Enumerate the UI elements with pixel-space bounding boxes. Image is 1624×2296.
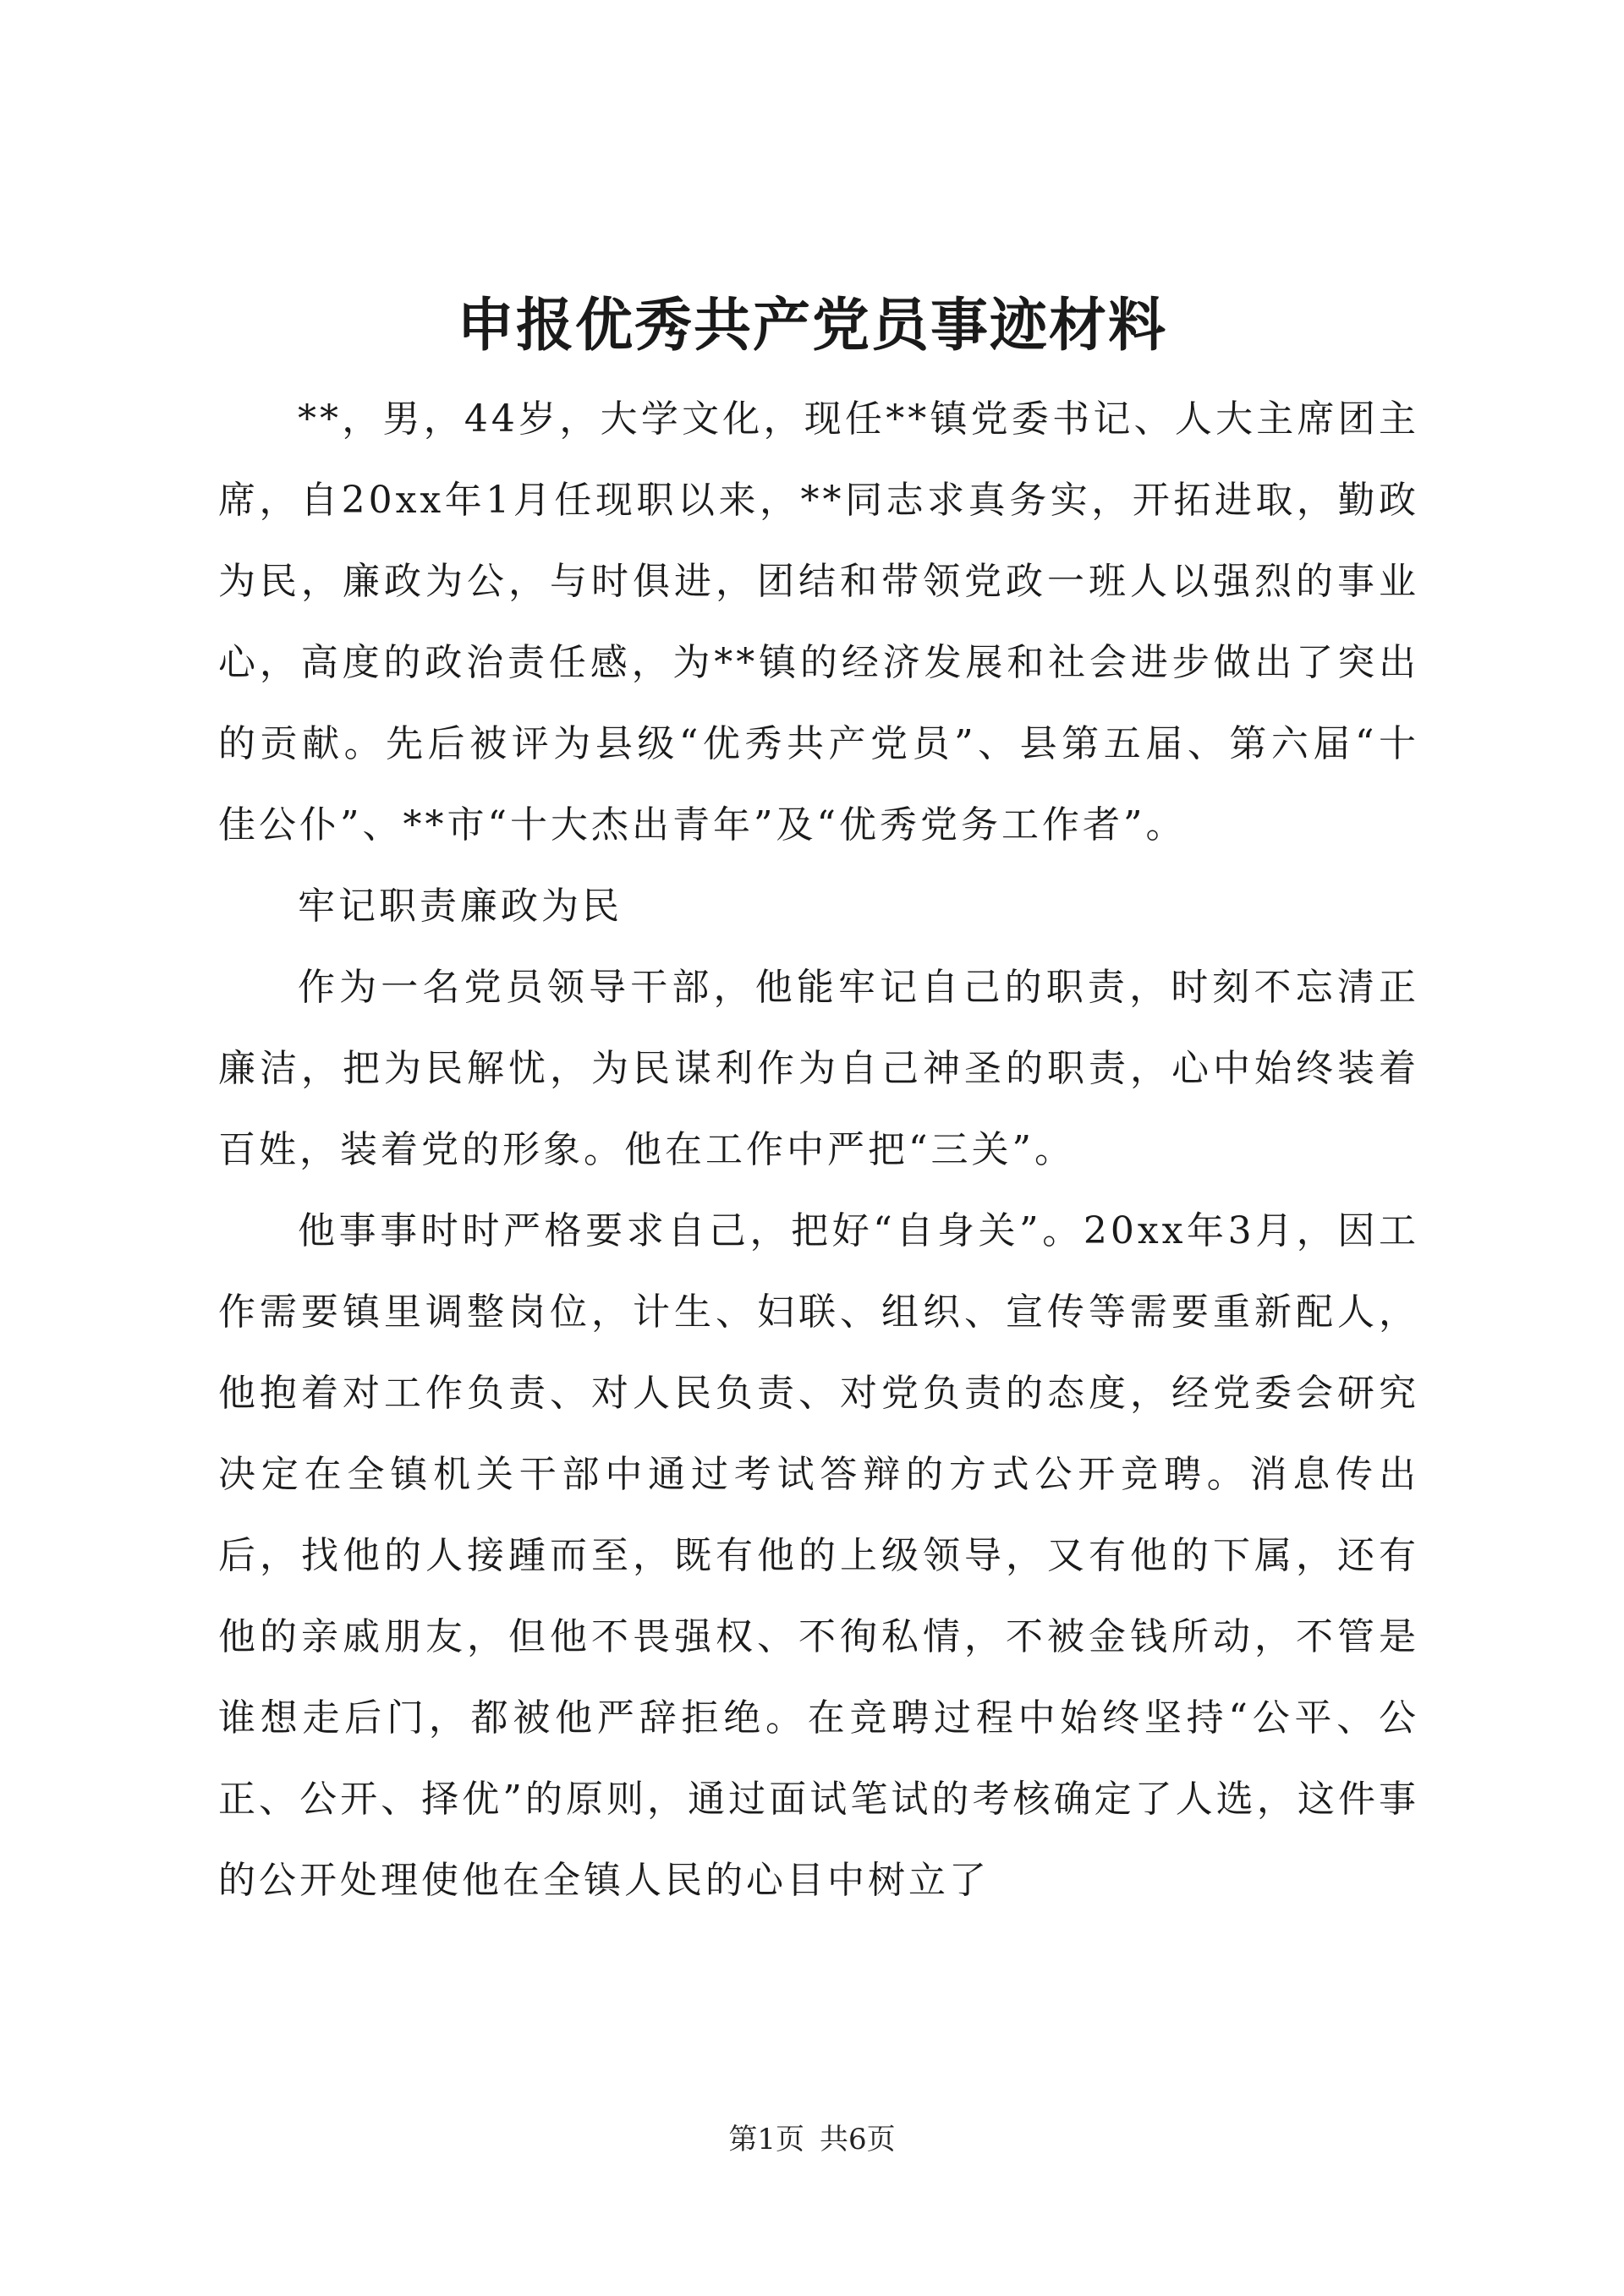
document-body (218, 379, 1419, 1921)
page-number: 第1页 (728, 2123, 804, 2156)
paragraph-intro: **，男，44岁，大学文化，现任**镇党委书记、人大主席团主席，自20xx年1月任现职以来，**同志求真务实，开拓进取，勤政为民，廉政为公，与时俱进，团结和带领党政一班人以强烈的事业心，高度的政治责任感，为**镇的经济发展和社会进步做出了突出的贡献。先后被评为县级“优秀共产党员”、县第五届、第六届“十佳公仆”、**市“十大杰出青年”及“优秀党务工作者”。 (218, 397, 1419, 847)
section-heading: 牢记职责廉政为民 (298, 885, 623, 928)
paragraph-duty: 作为一名党员领导干部，他能牢记自己的职责，时刻不忘清正廉洁，把为民解忧，为民谋利作为自己神圣的职责，心中始终装着百姓，装着党的形象。他在工作中严把“三关”。 (218, 966, 1419, 1171)
paragraph-self-discipline: 他事事时时严格要求自己，把好“自身关”。20xx年3月，因工作需要镇里调整岗位，计生、妇联、组织、宣传等需要重新配人，他抱着对工作负责、对人民负责、对党负责的态度，经党委会研究决定在全镇机关干部中通过考试答辩的方式公开竞聘。消息传出后，找他的人接踵而至，既有他的上级领导，又有他的下属，还有他的亲戚朋友，但他不畏强权、不徇私情，不被金钱所动，不管是谁想走后门，都被他严辞拒绝。在竞聘过程中始终坚持“公平、公正、公开、择优”的原则，通过面试笔试的考核确定了人选，这件事的公开处理使他在全镇人民的心目中树立了 (218, 1209, 1419, 1902)
page-total: 共6页 (820, 2123, 896, 2156)
page-footer (0, 2118, 1624, 2161)
document-title: 申报优秀共产党员事迹材料 (456, 292, 1167, 359)
